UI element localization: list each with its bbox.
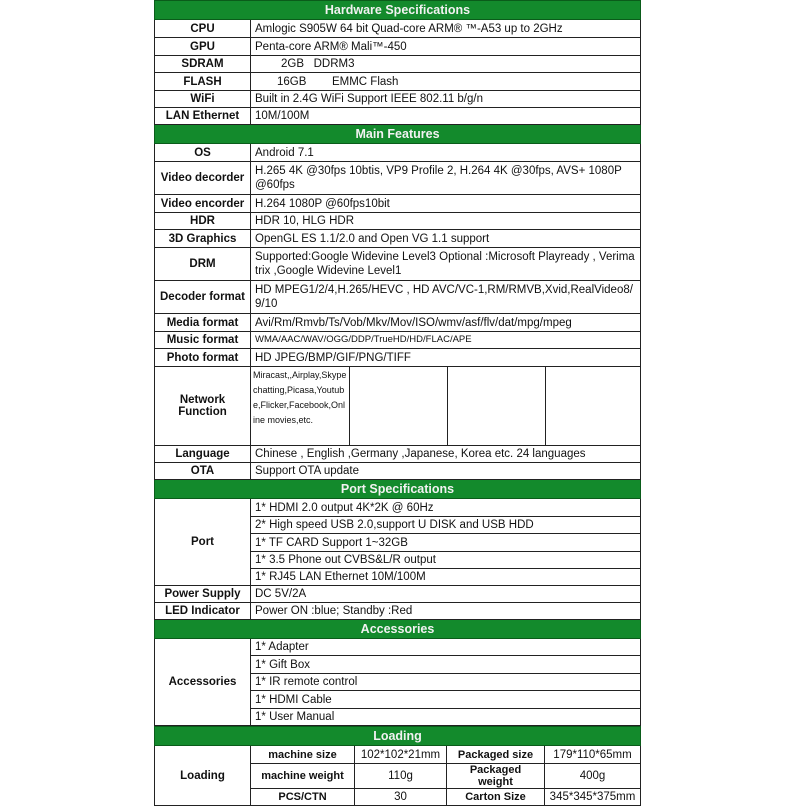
spec-row-video-decoder xyxy=(155,162,641,195)
empty-cell xyxy=(349,367,447,445)
spec-row-network-function xyxy=(155,367,641,446)
spec-row-os xyxy=(155,144,641,162)
spec-row-decoder-format xyxy=(155,281,641,314)
spec-row-ota xyxy=(155,463,641,480)
spec-value: HD JPEG/BMP/GIF/PNG/TIFF xyxy=(251,349,641,367)
network-function-cell xyxy=(251,367,641,446)
section-title: Main Features xyxy=(155,125,641,144)
spec-label: SDRAM xyxy=(155,56,251,73)
spec-value: Android 7.1 xyxy=(251,144,641,162)
spec-value: Power ON :blue; Standby :Red xyxy=(251,603,641,620)
spec-value: H.264 1080P @60fps10bit xyxy=(251,195,641,213)
accessory-item: 1* HDMI Cable xyxy=(251,691,641,709)
port-item: 1* RJ45 LAN Ethernet 10M/100M xyxy=(251,569,641,586)
accessory-item: 1* Adapter xyxy=(251,639,641,656)
loading-value: 30 xyxy=(355,789,447,806)
spec-label: Accessories xyxy=(155,639,251,726)
spec-row-3d-graphics xyxy=(155,230,641,248)
spec-value: Chinese , English ,Germany ,Japanese, Korea etc. 24 languages xyxy=(251,446,641,463)
spec-value: Amlogic S905W 64 bit Quad-core ARM® ™-A53 up to 2GHz xyxy=(251,20,641,38)
accessory-row xyxy=(155,639,641,656)
loading-key: PCS/CTN xyxy=(251,789,355,806)
loading-key: Packaged weight xyxy=(447,764,545,789)
spec-row-cpu xyxy=(155,20,641,38)
section-title: Port Specifications xyxy=(155,480,641,499)
port-row xyxy=(155,499,641,517)
spec-row-media-format xyxy=(155,314,641,332)
section-header-main xyxy=(155,125,641,144)
accessory-item: 1* IR remote control xyxy=(251,674,641,691)
spec-label: Music format xyxy=(155,332,251,349)
spec-label: Video decorder xyxy=(155,162,251,195)
spec-label: 3D Graphics xyxy=(155,230,251,248)
spec-value: 2GB DDRM3 xyxy=(251,56,641,73)
section-header-accessories xyxy=(155,620,641,639)
spec-row-language xyxy=(155,446,641,463)
spec-value: 10M/100M xyxy=(251,108,641,125)
spec-label: Decoder format xyxy=(155,281,251,314)
spec-row-lan xyxy=(155,108,641,125)
spec-label: Port xyxy=(155,499,251,586)
section-header-port xyxy=(155,480,641,499)
port-item: 1* TF CARD Support 1~32GB xyxy=(251,534,641,552)
spec-label: GPU xyxy=(155,38,251,56)
loading-value: 110g xyxy=(355,764,447,789)
empty-cell xyxy=(545,367,637,445)
spec-value: Supported:Google Widevine Level3 Optional :Microsoft Playready , Verimatrix ,Google Widevine Level1 xyxy=(251,248,641,281)
spec-label: Power Supply xyxy=(155,586,251,603)
spec-value: DC 5V/2A xyxy=(251,586,641,603)
spec-value: Avi/Rm/Rmvb/Ts/Vob/Mkv/Mov/ISO/wmv/asf/flv/dat/mpg/mpeg xyxy=(251,314,641,332)
section-title: Accessories xyxy=(155,620,641,639)
spec-row-hdr xyxy=(155,213,641,230)
spec-label: DRM xyxy=(155,248,251,281)
spec-row-music-format xyxy=(155,332,641,349)
section-header-hardware xyxy=(155,1,641,20)
loading-value: 179*110*65mm xyxy=(545,746,641,764)
loading-value: 345*345*375mm xyxy=(545,789,641,806)
spec-value: HD MPEG1/2/4,H.265/HEVC , HD AVC/VC-1,RM/RMVB,Xvid,RealVideo8/9/10 xyxy=(251,281,641,314)
spec-row-video-encoder xyxy=(155,195,641,213)
spec-row-drm xyxy=(155,248,641,281)
loading-value: 102*102*21mm xyxy=(355,746,447,764)
spec-value: 16GB EMMC Flash xyxy=(251,73,641,91)
spec-row-led xyxy=(155,603,641,620)
spec-row-photo-format xyxy=(155,349,641,367)
spec-sheet xyxy=(154,0,640,803)
empty-cell xyxy=(447,367,545,445)
port-item: 1* 3.5 Phone out CVBS&L/R output xyxy=(251,552,641,569)
spec-value: HDR 10, HLG HDR xyxy=(251,213,641,230)
loading-key: Carton Size xyxy=(447,789,545,806)
spec-value: OpenGL ES 1.1/2.0 and Open VG 1.1 support xyxy=(251,230,641,248)
accessory-item: 1* Gift Box xyxy=(251,656,641,674)
loading-table xyxy=(154,726,641,806)
spec-value: Built in 2.4G WiFi Support IEEE 802.11 b/g/n xyxy=(251,91,641,108)
loading-row xyxy=(155,746,641,764)
spec-value: H.265 4K @30fps 10btis, VP9 Profile 2, H.264 4K @30fps, AVS+ 1080P @60fps xyxy=(251,162,641,195)
spec-label: Video encorder xyxy=(155,195,251,213)
spec-row-flash xyxy=(155,73,641,91)
spec-value: Support OTA update xyxy=(251,463,641,480)
spec-row-gpu xyxy=(155,38,641,56)
spec-label: HDR xyxy=(155,213,251,230)
spec-value: Penta-core ARM® Mali™-450 xyxy=(251,38,641,56)
section-title: Hardware Specifications xyxy=(155,1,641,20)
section-title: Loading xyxy=(155,727,641,746)
loading-key: machine size xyxy=(251,746,355,764)
spec-label: CPU xyxy=(155,20,251,38)
spec-row-sdram xyxy=(155,56,641,73)
spec-label: Media format xyxy=(155,314,251,332)
spec-label: Network Function xyxy=(155,367,251,446)
port-item: 2* High speed USB 2.0,support U DISK and USB HDD xyxy=(251,517,641,534)
spec-label: OS xyxy=(155,144,251,162)
network-function-text: Miracast,,Airplay,Skype chatting,Picasa,Youtube,Flicker,Facebook,Online movies,etc. xyxy=(253,370,347,425)
spec-label: FLASH xyxy=(155,73,251,91)
spec-label: Photo format xyxy=(155,349,251,367)
section-header-loading xyxy=(155,727,641,746)
spec-table xyxy=(154,0,641,726)
spec-label: Language xyxy=(155,446,251,463)
port-item: 1* HDMI 2.0 output 4K*2K @ 60Hz xyxy=(251,499,641,517)
loading-key: Packaged size xyxy=(447,746,545,764)
spec-label: LAN Ethernet xyxy=(155,108,251,125)
spec-row-power xyxy=(155,586,641,603)
spec-row-wifi xyxy=(155,91,641,108)
network-function-grid xyxy=(251,367,640,445)
accessory-item: 1* User Manual xyxy=(251,709,641,726)
loading-key: machine weight xyxy=(251,764,355,789)
spec-label: Loading xyxy=(155,746,251,806)
spec-label: OTA xyxy=(155,463,251,480)
spec-label: WiFi xyxy=(155,91,251,108)
spec-label: LED Indicator xyxy=(155,603,251,620)
loading-value: 400g xyxy=(545,764,641,789)
spec-value: WMA/AAC/WAV/OGG/DDP/TrueHD/HD/FLAC/APE xyxy=(251,332,641,349)
